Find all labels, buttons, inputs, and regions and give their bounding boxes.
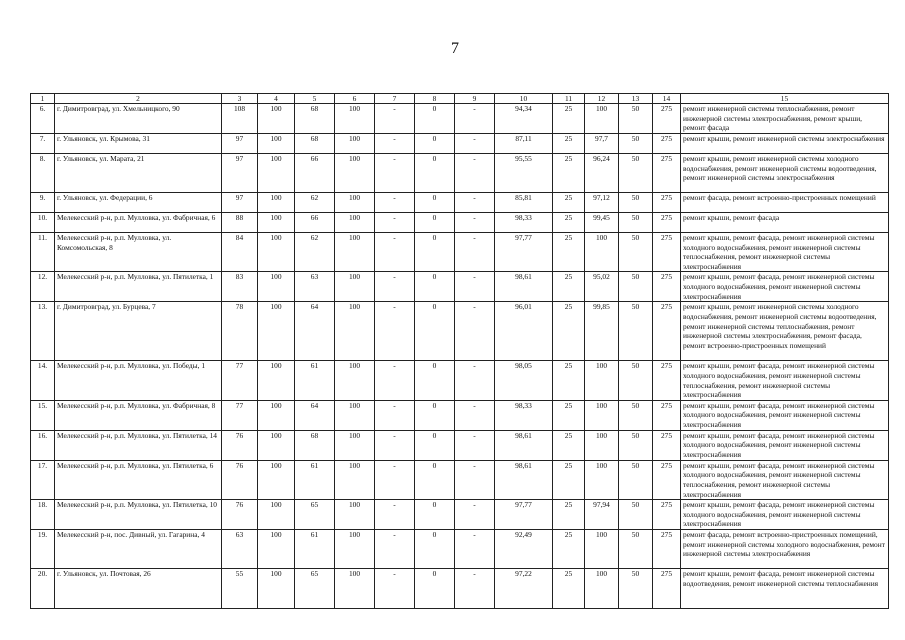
value-cell: 100 xyxy=(585,569,619,609)
address-cell: Мелекесский р-н, р.п. Мулловка, ул. Пятилетка, 1 xyxy=(55,272,222,302)
value-cell: 100 xyxy=(335,430,375,460)
value-cell: 64 xyxy=(295,302,335,361)
value-cell: 98,61 xyxy=(495,460,553,499)
address-cell: г. Ульяновск, ул. Крымова, 31 xyxy=(55,134,222,154)
value-cell: 97,22 xyxy=(495,569,553,609)
value-cell: 100 xyxy=(335,213,375,233)
value-cell: - xyxy=(375,154,415,193)
value-cell: 100 xyxy=(258,460,295,499)
works-cell: ремонт крыши, ремонт фасада, ремонт инженерной системы холодного водоснабжения, ремонт инженерной системы электроснабжения xyxy=(681,272,889,302)
value-cell: 275 xyxy=(653,134,681,154)
value-cell: 50 xyxy=(619,233,653,272)
value-cell: 100 xyxy=(585,400,619,430)
works-cell: ремонт крыши, ремонт фасада, ремонт инженерной системы холодного водоснабжения, ремонт инженерной системы электроснабжения xyxy=(681,500,889,530)
value-cell: 100 xyxy=(258,500,295,530)
value-cell: 100 xyxy=(258,302,295,361)
value-cell: 98,33 xyxy=(495,400,553,430)
table-row xyxy=(31,460,889,499)
value-cell: - xyxy=(375,430,415,460)
value-cell: 50 xyxy=(619,530,653,569)
table-row xyxy=(31,104,889,134)
address-cell: Мелекесский р-н, р.п. Мулловка, ул. Фабричная, 8 xyxy=(55,400,222,430)
value-cell: 50 xyxy=(619,302,653,361)
row-number-cell: 11. xyxy=(31,233,55,272)
row-number-cell: 20. xyxy=(31,569,55,609)
value-cell: - xyxy=(455,430,495,460)
value-cell: 96,01 xyxy=(495,302,553,361)
value-cell: 100 xyxy=(335,154,375,193)
value-cell: 25 xyxy=(553,500,585,530)
value-cell: 50 xyxy=(619,193,653,213)
value-cell: 100 xyxy=(258,400,295,430)
value-cell: 275 xyxy=(653,233,681,272)
value-cell: 100 xyxy=(258,154,295,193)
table-row xyxy=(31,272,889,302)
row-number-cell: 6. xyxy=(31,104,55,134)
header-cell: 3 xyxy=(222,94,258,104)
value-cell: 275 xyxy=(653,213,681,233)
value-cell: 275 xyxy=(653,272,681,302)
header-cell: 9 xyxy=(455,94,495,104)
value-cell: 50 xyxy=(619,213,653,233)
value-cell: 275 xyxy=(653,361,681,400)
value-cell: 0 xyxy=(415,569,455,609)
address-cell: Мелекесский р-н, р.п. Мулловка, ул. Фабричная, 6 xyxy=(55,213,222,233)
address-cell: г. Димитровград, ул. Бурцева, 7 xyxy=(55,302,222,361)
value-cell: 100 xyxy=(258,569,295,609)
value-cell: 0 xyxy=(415,460,455,499)
value-cell: 0 xyxy=(415,213,455,233)
row-number-cell: 16. xyxy=(31,430,55,460)
value-cell: 88 xyxy=(222,213,258,233)
value-cell: 68 xyxy=(295,104,335,134)
value-cell: 66 xyxy=(295,154,335,193)
value-cell: 50 xyxy=(619,134,653,154)
value-cell: - xyxy=(375,302,415,361)
value-cell: 64 xyxy=(295,400,335,430)
value-cell: 0 xyxy=(415,361,455,400)
value-cell: 97 xyxy=(222,154,258,193)
value-cell: 25 xyxy=(553,361,585,400)
header-cell: 12 xyxy=(585,94,619,104)
value-cell: 100 xyxy=(258,361,295,400)
value-cell: 275 xyxy=(653,302,681,361)
value-cell: 98,33 xyxy=(495,213,553,233)
value-cell: 98,05 xyxy=(495,361,553,400)
value-cell: - xyxy=(375,134,415,154)
value-cell: 275 xyxy=(653,500,681,530)
page-number: 7 xyxy=(451,40,459,57)
value-cell: - xyxy=(455,272,495,302)
value-cell: 275 xyxy=(653,154,681,193)
value-cell: 100 xyxy=(258,233,295,272)
header-cell: 8 xyxy=(415,94,455,104)
value-cell: 99,85 xyxy=(585,302,619,361)
row-number-cell: 14. xyxy=(31,361,55,400)
value-cell: 65 xyxy=(295,500,335,530)
value-cell: 0 xyxy=(415,500,455,530)
value-cell: 65 xyxy=(295,569,335,609)
value-cell: 50 xyxy=(619,460,653,499)
value-cell: 275 xyxy=(653,193,681,213)
value-cell: 0 xyxy=(415,430,455,460)
value-cell: 100 xyxy=(585,430,619,460)
works-cell: ремонт фасада, ремонт встроенно-пристроенных помещений xyxy=(681,193,889,213)
value-cell: 25 xyxy=(553,233,585,272)
value-cell: 50 xyxy=(619,361,653,400)
value-cell: 76 xyxy=(222,500,258,530)
table-row xyxy=(31,134,889,154)
value-cell: 61 xyxy=(295,460,335,499)
table-row xyxy=(31,361,889,400)
value-cell: - xyxy=(375,530,415,569)
table-row xyxy=(31,302,889,361)
works-cell: ремонт крыши, ремонт инженерной системы холодного водоснабжения, ремонт инженерной системы водоотведения, ремонт инженерной системы электроснабжения xyxy=(681,154,889,193)
value-cell: 96,24 xyxy=(585,154,619,193)
value-cell: 83 xyxy=(222,272,258,302)
value-cell: - xyxy=(375,213,415,233)
value-cell: 0 xyxy=(415,233,455,272)
header-cell: 7 xyxy=(375,94,415,104)
value-cell: 61 xyxy=(295,361,335,400)
value-cell: 100 xyxy=(335,104,375,134)
value-cell: - xyxy=(375,272,415,302)
row-number-cell: 17. xyxy=(31,460,55,499)
row-number-cell: 12. xyxy=(31,272,55,302)
address-cell: Мелекесский р-н, пос. Дивный, ул. Гагарина, 4 xyxy=(55,530,222,569)
works-cell: ремонт крыши, ремонт фасада, ремонт инженерной системы водоотведения, ремонт инженерной системы теплоснабжения xyxy=(681,569,889,609)
value-cell: 62 xyxy=(295,193,335,213)
value-cell: 100 xyxy=(335,530,375,569)
works-cell: ремонт крыши, ремонт фасада, ремонт инженерной системы холодного водоснабжения, ремонт инженерной системы теплоснабжения, ремонт инженерной системы электроснабжения xyxy=(681,233,889,272)
value-cell: 0 xyxy=(415,272,455,302)
works-cell: ремонт крыши, ремонт фасада, ремонт инженерной системы холодного водоснабжения, ремонт инженерной системы теплоснабжения, ремонт инженерной системы электроснабжения xyxy=(681,460,889,499)
value-cell: 25 xyxy=(553,530,585,569)
value-cell: 100 xyxy=(258,530,295,569)
value-cell: 0 xyxy=(415,154,455,193)
value-cell: 100 xyxy=(335,302,375,361)
address-cell: Мелекесский р-н, р.п. Мулловка, ул. Пятилетка, 6 xyxy=(55,460,222,499)
value-cell: 25 xyxy=(553,213,585,233)
value-cell: - xyxy=(455,302,495,361)
value-cell: 100 xyxy=(335,569,375,609)
value-cell: 0 xyxy=(415,302,455,361)
value-cell: 100 xyxy=(258,272,295,302)
address-cell: г. Ульяновск, ул. Почтовая, 26 xyxy=(55,569,222,609)
value-cell: 55 xyxy=(222,569,258,609)
value-cell: - xyxy=(455,104,495,134)
table-row xyxy=(31,233,889,272)
value-cell: 100 xyxy=(585,460,619,499)
value-cell: 87,11 xyxy=(495,134,553,154)
table-row xyxy=(31,430,889,460)
value-cell: 100 xyxy=(585,104,619,134)
repair-table xyxy=(30,93,889,609)
value-cell: 50 xyxy=(619,272,653,302)
row-number-cell: 10. xyxy=(31,213,55,233)
value-cell: 25 xyxy=(553,193,585,213)
row-number-cell: 18. xyxy=(31,500,55,530)
value-cell: 25 xyxy=(553,302,585,361)
value-cell: 94,34 xyxy=(495,104,553,134)
value-cell: 99,45 xyxy=(585,213,619,233)
value-cell: - xyxy=(375,500,415,530)
value-cell: 100 xyxy=(335,361,375,400)
value-cell: 50 xyxy=(619,500,653,530)
row-number-cell: 7. xyxy=(31,134,55,154)
table-row xyxy=(31,500,889,530)
value-cell: - xyxy=(455,460,495,499)
value-cell: 68 xyxy=(295,134,335,154)
table-row xyxy=(31,193,889,213)
value-cell: - xyxy=(455,154,495,193)
value-cell: 100 xyxy=(258,104,295,134)
value-cell: 61 xyxy=(295,530,335,569)
row-number-cell: 19. xyxy=(31,530,55,569)
table-row xyxy=(31,213,889,233)
value-cell: 97,77 xyxy=(495,233,553,272)
address-cell: г. Ульяновск, ул. Марата, 21 xyxy=(55,154,222,193)
address-cell: г. Ульяновск, ул. Федерации, 6 xyxy=(55,193,222,213)
value-cell: 97,77 xyxy=(495,500,553,530)
value-cell: 25 xyxy=(553,460,585,499)
value-cell: 100 xyxy=(585,233,619,272)
column-number-row xyxy=(31,94,889,104)
works-cell: ремонт крыши, ремонт фасада, ремонт инженерной системы холодного водоснабжения, ремонт инженерной системы электроснабжения xyxy=(681,430,889,460)
value-cell: 275 xyxy=(653,430,681,460)
value-cell: 77 xyxy=(222,400,258,430)
value-cell: 62 xyxy=(295,233,335,272)
value-cell: 50 xyxy=(619,430,653,460)
value-cell: 100 xyxy=(258,193,295,213)
value-cell: - xyxy=(375,104,415,134)
value-cell: 25 xyxy=(553,272,585,302)
address-cell: Мелекесский р-н, р.п. Мулловка, ул. Пятилетка, 14 xyxy=(55,430,222,460)
value-cell: 68 xyxy=(295,430,335,460)
works-cell: ремонт крыши, ремонт фасада, ремонт инженерной системы холодного водоснабжения, ремонт инженерной системы электроснабжения xyxy=(681,400,889,430)
address-cell: г. Димитровград, ул. Хмельницкого, 90 xyxy=(55,104,222,134)
row-number-cell: 13. xyxy=(31,302,55,361)
value-cell: - xyxy=(375,400,415,430)
value-cell: 275 xyxy=(653,400,681,430)
value-cell: 100 xyxy=(585,361,619,400)
value-cell: - xyxy=(455,500,495,530)
row-number-cell: 9. xyxy=(31,193,55,213)
table-row xyxy=(31,569,889,609)
value-cell: 108 xyxy=(222,104,258,134)
value-cell: 100 xyxy=(258,134,295,154)
address-cell: Мелекесский р-н, р.п. Мулловка, ул. Победы, 1 xyxy=(55,361,222,400)
value-cell: 85,81 xyxy=(495,193,553,213)
header-cell: 2 xyxy=(55,94,222,104)
table-row xyxy=(31,400,889,430)
value-cell: - xyxy=(455,400,495,430)
address-cell: Мелекесский р-н, р.п. Мулловка, ул. Пятилетка, 10 xyxy=(55,500,222,530)
value-cell: 25 xyxy=(553,104,585,134)
value-cell: 98,61 xyxy=(495,272,553,302)
value-cell: 76 xyxy=(222,460,258,499)
header-cell: 4 xyxy=(258,94,295,104)
table-row xyxy=(31,154,889,193)
row-number-cell: 15. xyxy=(31,400,55,430)
value-cell: 25 xyxy=(553,154,585,193)
value-cell: 92,49 xyxy=(495,530,553,569)
value-cell: 0 xyxy=(415,530,455,569)
value-cell: 100 xyxy=(258,213,295,233)
value-cell: 78 xyxy=(222,302,258,361)
value-cell: 25 xyxy=(553,134,585,154)
value-cell: 50 xyxy=(619,154,653,193)
value-cell: 100 xyxy=(335,134,375,154)
value-cell: 100 xyxy=(258,430,295,460)
value-cell: 0 xyxy=(415,134,455,154)
header-cell: 6 xyxy=(335,94,375,104)
value-cell: 50 xyxy=(619,104,653,134)
value-cell: 275 xyxy=(653,530,681,569)
value-cell: 100 xyxy=(585,530,619,569)
works-cell: ремонт крыши, ремонт фасада, ремонт инженерной системы холодного водоснабжения, ремонт инженерной системы теплоснабжения, ремонт инженерной системы электроснабжения xyxy=(681,361,889,400)
value-cell: 97,12 xyxy=(585,193,619,213)
works-cell: ремонт крыши, ремонт инженерной системы электроснабжения xyxy=(681,134,889,154)
value-cell: 25 xyxy=(553,430,585,460)
value-cell: - xyxy=(375,233,415,272)
header-cell: 14 xyxy=(653,94,681,104)
value-cell: 275 xyxy=(653,569,681,609)
value-cell: 100 xyxy=(335,233,375,272)
value-cell: - xyxy=(375,569,415,609)
works-cell: ремонт фасада, ремонт встроенно-пристроенных помещений, ремонт инженерной системы холодного водоснабжения, ремонт инженерной системы электроснабжения xyxy=(681,530,889,569)
value-cell: 76 xyxy=(222,430,258,460)
value-cell: - xyxy=(455,569,495,609)
value-cell: - xyxy=(455,361,495,400)
value-cell: 275 xyxy=(653,460,681,499)
row-number-cell: 8. xyxy=(31,154,55,193)
value-cell: 0 xyxy=(415,104,455,134)
value-cell: - xyxy=(375,361,415,400)
value-cell: 100 xyxy=(335,400,375,430)
value-cell: - xyxy=(455,530,495,569)
value-cell: - xyxy=(455,213,495,233)
header-cell: 15 xyxy=(681,94,889,104)
table-row xyxy=(31,530,889,569)
value-cell: 97 xyxy=(222,134,258,154)
value-cell: - xyxy=(375,193,415,213)
value-cell: 97,7 xyxy=(585,134,619,154)
address-cell: Мелекесский р-н, р.п. Мулловка, ул. Комсомольская, 8 xyxy=(55,233,222,272)
value-cell: 25 xyxy=(553,400,585,430)
value-cell: 0 xyxy=(415,193,455,213)
value-cell: 50 xyxy=(619,569,653,609)
header-cell: 5 xyxy=(295,94,335,104)
value-cell: - xyxy=(375,460,415,499)
works-cell: ремонт крыши, ремонт фасада xyxy=(681,213,889,233)
value-cell: 63 xyxy=(295,272,335,302)
header-cell: 13 xyxy=(619,94,653,104)
value-cell: 97,94 xyxy=(585,500,619,530)
value-cell: 275 xyxy=(653,104,681,134)
header-cell: 10 xyxy=(495,94,553,104)
value-cell: 95,55 xyxy=(495,154,553,193)
value-cell: 100 xyxy=(335,500,375,530)
value-cell: 0 xyxy=(415,400,455,430)
value-cell: 77 xyxy=(222,361,258,400)
value-cell: 97 xyxy=(222,193,258,213)
header-cell: 1 xyxy=(31,94,55,104)
value-cell: 100 xyxy=(335,272,375,302)
value-cell: 66 xyxy=(295,213,335,233)
works-cell: ремонт крыши, ремонт инженерной системы холодного водоснабжения, ремонт инженерной системы водоотведения, ремонт инженерной системы теплоснабжения, ремонт инженерной системы электроснабжения, ремонт фасада, ремонт встроенно-пристроенных помещений xyxy=(681,302,889,361)
works-cell: ремонт инженерной системы теплоснабжения, ремонт инженерной системы электроснабжения, ремонт крыши, ремонт фасада xyxy=(681,104,889,134)
header-cell: 11 xyxy=(553,94,585,104)
value-cell: 98,61 xyxy=(495,430,553,460)
value-cell: 95,02 xyxy=(585,272,619,302)
value-cell: 25 xyxy=(553,569,585,609)
value-cell: - xyxy=(455,233,495,272)
value-cell: 100 xyxy=(335,193,375,213)
value-cell: 50 xyxy=(619,400,653,430)
value-cell: 63 xyxy=(222,530,258,569)
value-cell: - xyxy=(455,193,495,213)
value-cell: 100 xyxy=(335,460,375,499)
value-cell: 84 xyxy=(222,233,258,272)
value-cell: - xyxy=(455,134,495,154)
